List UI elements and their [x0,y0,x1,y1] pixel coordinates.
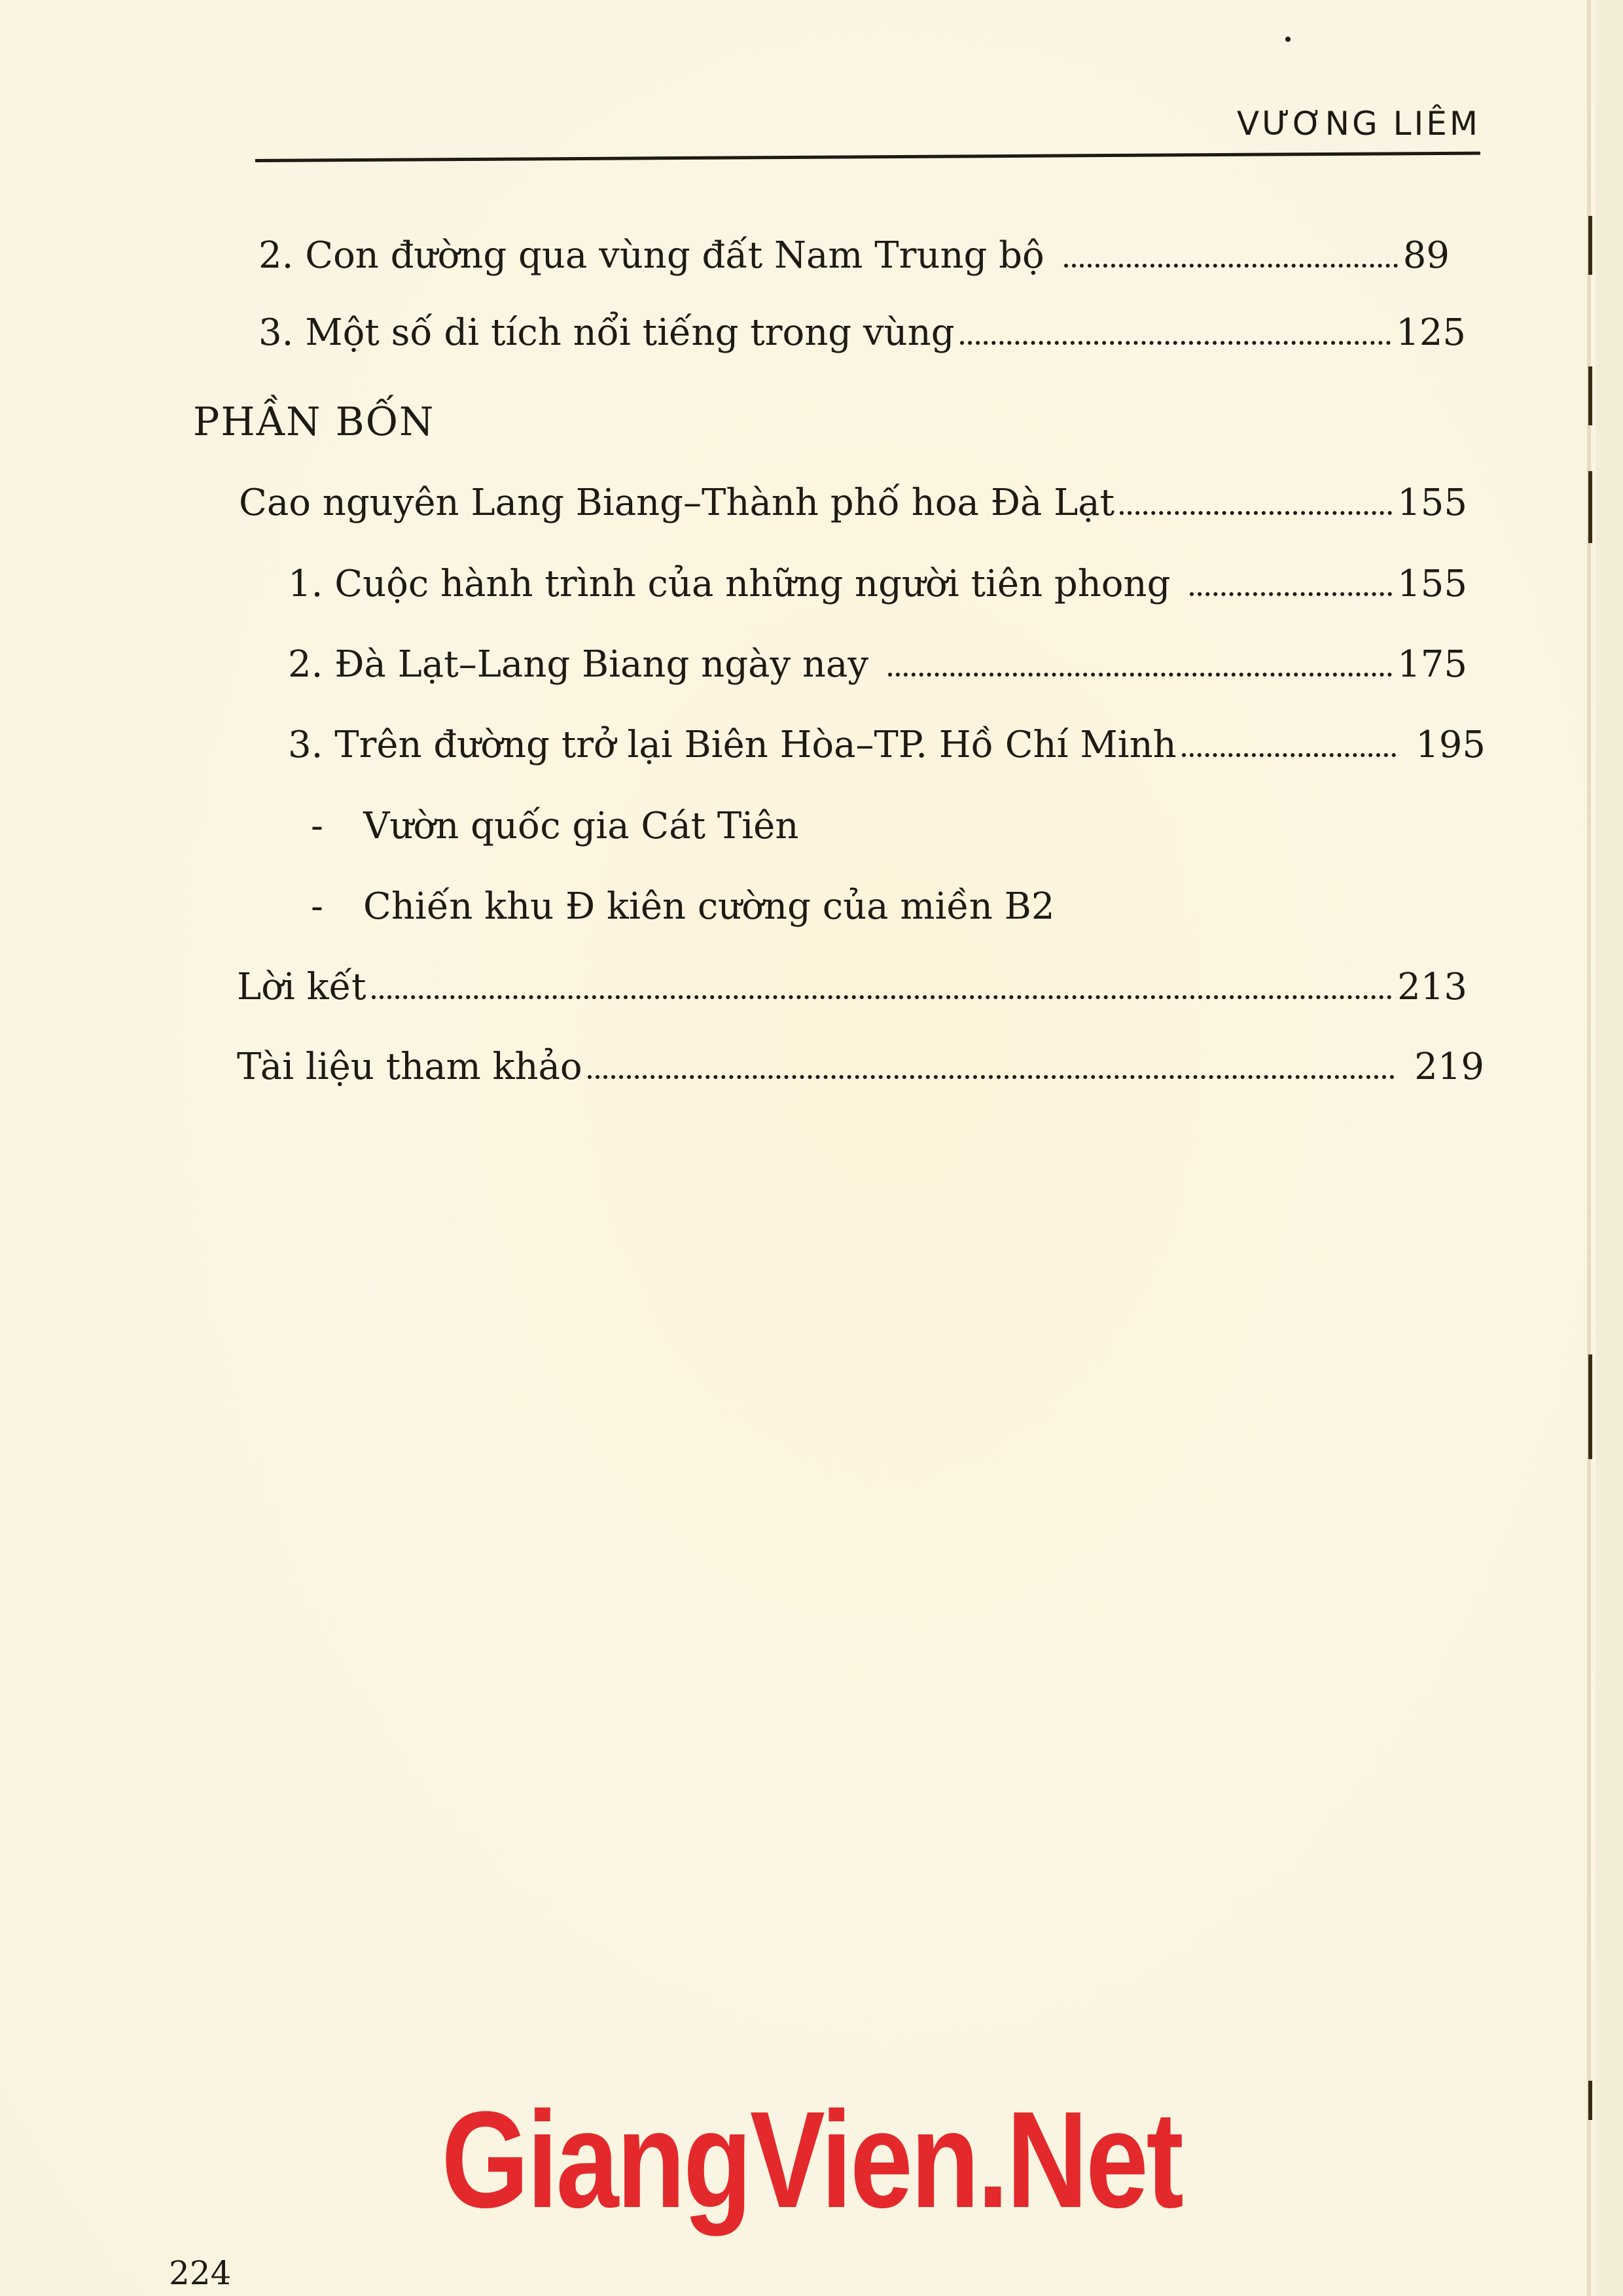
toc-entry-page: 155 [1397,481,1467,524]
watermark-logo: GiangVien.Net [441,2083,1182,2236]
toc-entry-page: 175 [1397,643,1467,686]
header-rule [255,152,1480,162]
toc-entry-page: 89 [1402,234,1450,277]
section-heading: PHẦN BỐN [193,399,435,445]
edge-mark [1588,366,1592,425]
edge-mark [1588,2081,1592,2120]
toc-leader [1190,592,1392,596]
toc-entry-label: 3. Một số di tích nổi tiếng trong vùng [259,311,955,354]
bullet-item [311,880,1054,932]
toc-entry [237,961,1467,1013]
bullet-item [311,800,798,852]
toc-entry [259,229,1450,281]
toc-entry [239,476,1467,529]
toc-entry [288,557,1467,610]
toc-leader [1120,511,1392,515]
edge-mark [1588,471,1592,543]
bullet-label: Chiến khu Đ kiên cường của miền B2 [363,885,1055,928]
page-edge [1587,0,1591,2296]
page-edge-shadow [1596,0,1623,2296]
edge-mark [1588,1354,1592,1459]
bullet-label: Vườn quốc gia Cát Tiên [363,804,799,847]
toc-entry-page: 219 [1414,1045,1484,1088]
toc-leader [372,995,1393,999]
bullet-dash: - [311,885,323,928]
toc-leader [1064,264,1398,268]
toc-leader [888,673,1392,677]
toc-leader [960,341,1391,345]
toc-entry [237,1040,1484,1093]
toc-entry [259,306,1466,359]
toc-entry-label: 3. Trên đường trở lại Biên Hòa–TP. Hồ Chí Minh [288,723,1177,766]
toc-entry-label: 2. Đà Lạt–Lang Biang ngày nay [288,643,868,686]
toc-leader [1182,753,1396,757]
toc-entry-label: 1. Cuộc hành trình của những người tiên phong [288,562,1171,605]
toc-entry-page: 155 [1397,562,1467,605]
toc-entry-label: Cao nguyên Lang Biang–Thành phố hoa Đà Lạt [239,481,1115,524]
toc-entry-page: 213 [1397,965,1467,1008]
speck [1285,37,1291,42]
toc-entry-label: 2. Con đường qua vùng đất Nam Trung bộ [259,234,1044,277]
running-header-author: VƯƠNG LIÊM [1236,105,1480,143]
toc-entry [288,638,1467,690]
page-number: 224 [169,2254,232,2292]
toc-entry-label: Tài liệu tham khảo [237,1045,582,1088]
toc-entry-page: 125 [1396,311,1466,354]
toc-leader [588,1075,1395,1079]
toc-entry [288,718,1486,771]
edge-mark [1588,216,1592,275]
toc-entry-page: 195 [1416,723,1486,766]
toc-entry-label: Lời kết [237,965,366,1008]
bullet-dash: - [311,804,323,847]
